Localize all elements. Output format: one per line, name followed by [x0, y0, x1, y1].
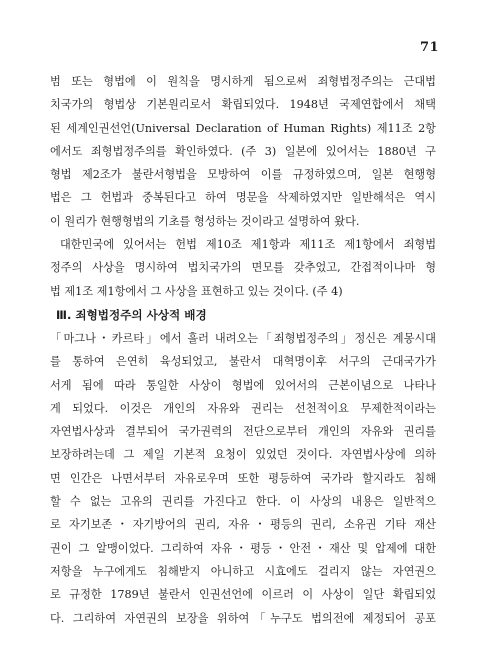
text-line: 범 또는 형법에 이 원칙을 명시하게 됨으로써 죄형법정주의는 근대법: [50, 75, 436, 88]
text-line: 면 인간은 나면서부터 자유로우며 또한 평등하여 국가라 할지라도 침해: [50, 471, 436, 485]
paragraph: [50, 327, 436, 630]
text-line: 로 자기보존・자기방어의 권리, 자유・평등의 권리, 소유권 기타 재산: [50, 518, 436, 532]
paragraph: [50, 70, 436, 233]
text-line: 「마그나・카르타」에서 흘러 내려오는「죄형법정주의」정신은 계몽시대: [50, 331, 436, 345]
text-line: 대한민국에 있어서는 헌법 제10조 제1항과 제11조 제1항에서 죄형법: [60, 238, 436, 252]
body-text: [50, 70, 436, 630]
page-number: 71: [420, 40, 440, 55]
text-line: 다. 그리하여 자연권의 보장을 위하여「누구도 법의전에 제정되어 공포: [50, 611, 436, 625]
text-line: 자연법사상과 결부되어 국가권력의 전단으로부터 개인의 자유와 권리를: [50, 425, 436, 439]
text-line: 형법 제2조가 불란서형법을 모방하여 이를 규정하였으며, 일본 현행형: [50, 168, 436, 182]
text-line: 법은 그 헌법과 중복된다고 하여 명문을 삭제하였지만 일반해석은 역시: [50, 191, 436, 205]
text-line: 서게 됨에 따라 통일한 사상이 형법에 있어서의 근본이념으로 나타나: [50, 378, 436, 392]
paragraph: [50, 233, 436, 303]
text-line: 로 규정한 1789년 불란서 인권선언에 이르러 이 사상이 일단 확립되었: [50, 588, 436, 602]
text-line: 를 통하여 은연히 육성되었고, 불란서 대혁명이후 서구의 근대국가가: [50, 355, 436, 369]
text-line: 보장하려는데 그 제일 기본적 요청이 있었던 것이다. 자연법사상에 의하: [50, 448, 436, 462]
text-line: 된 세계인권선언(Universal Declaration of Human Rights) 제11조 2항: [50, 121, 436, 135]
text-line: 저항을 누구에게도 침해받지 아니하고 시효에도 걸리지 않는 자연권으: [50, 564, 436, 578]
text-line: 정주의 사상을 명시하여 법치국가의 면모를 갖추었고, 간접적이나마 형: [50, 261, 436, 275]
text-line: 에서도 죄형법정주의를 확인하였다. (주 3) 일본에 있어서는 1880년 구: [50, 144, 436, 158]
text-line: 할 수 없는 고유의 권리를 가진다고 한다. 이 사상의 내용은 일반적으: [50, 495, 436, 509]
text-line: 치국가의 형법상 기본원리로서 확립되었다. 1948년 국제연합에서 채택: [50, 98, 436, 112]
text-line: 이 원리가 현행형법의 기초를 형성하는 것이라고 설명하여 왔다.: [50, 214, 360, 228]
section-heading: Ⅲ. 죄형법정주의 사상적 배경: [56, 307, 207, 322]
text-line: 게 되었다. 이것은 개인의 자유와 권리는 선천적이요 무제한적이라는: [50, 401, 436, 415]
text-line: 법 제1조 제1항에서 그 사상을 표현하고 있는 것이다. (주 4): [50, 284, 343, 298]
text-line: 권이 그 알맹이었다. 그리하여 자유・평등・안전・재산 및 압제에 대한: [50, 541, 436, 555]
